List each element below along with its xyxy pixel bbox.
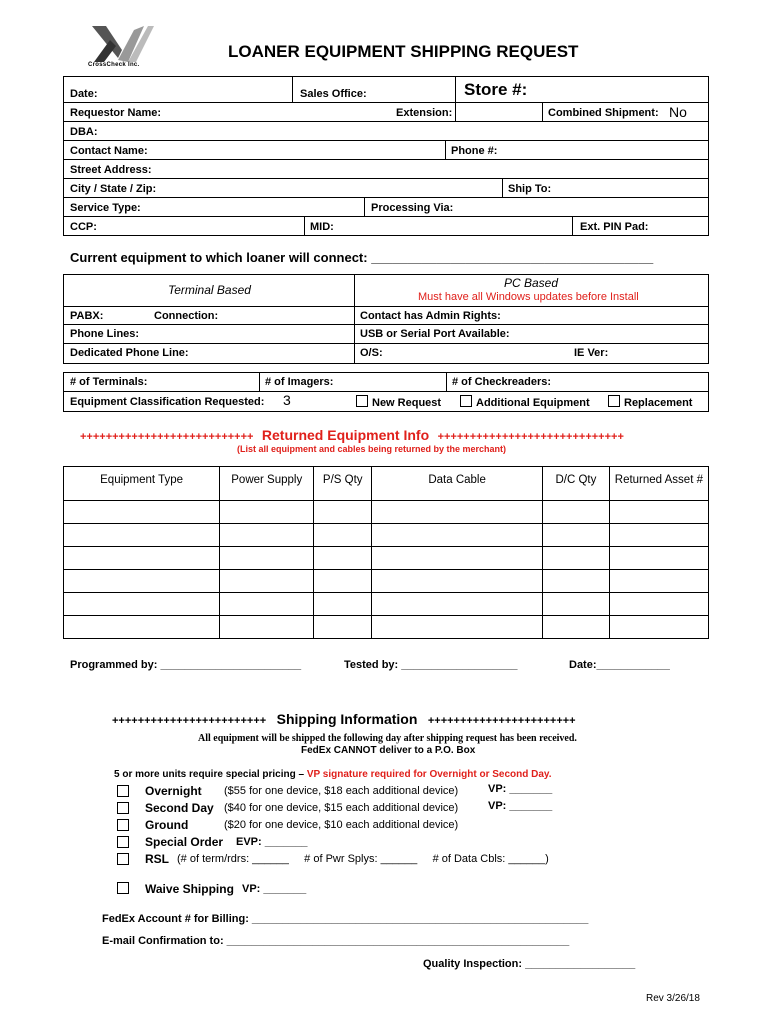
admin-rights-field[interactable]: Contact has Admin Rights:: [360, 310, 501, 322]
second-day-checkbox[interactable]: [117, 802, 129, 814]
service-type-field[interactable]: Service Type:: [70, 202, 141, 214]
classification-label: Equipment Classification Requested:: [70, 396, 265, 408]
returned-equipment-heading: +++++++++++++++++++++++++++ Returned Equipment Info +++++++++++++++++++++++++++++: [80, 427, 624, 443]
shipping-note-2: FedEx CANNOT deliver to a P.O. Box: [301, 745, 476, 756]
replacement-checkbox[interactable]: [608, 395, 620, 407]
col-dc-qty: D/C Qty: [543, 467, 610, 501]
terminal-based-header: Terminal Based: [168, 283, 251, 297]
returned-equipment-table: [63, 466, 709, 639]
ext-pin-pad-field[interactable]: Ext. PIN Pad:: [580, 221, 649, 233]
email-confirmation-field[interactable]: E-mail Confirmation to: ________________________________________________________: [102, 935, 570, 947]
processing-via-field[interactable]: Processing Via:: [371, 202, 454, 214]
combined-shipment-value: No: [669, 104, 687, 120]
logo-text: CrossCheck Inc.: [88, 62, 140, 68]
special-order-label: Special Order: [145, 835, 224, 849]
ccp-field[interactable]: CCP:: [70, 221, 97, 233]
overnight-checkbox[interactable]: [117, 785, 129, 797]
col-returned-asset: Returned Asset #: [609, 467, 708, 501]
pabx-field[interactable]: PABX:: [70, 310, 104, 322]
col-power-supply: Power Supply: [220, 467, 314, 501]
revision-label: Rev 3/26/18: [646, 993, 700, 1004]
dba-field[interactable]: DBA:: [70, 126, 98, 138]
mid-field[interactable]: MID:: [310, 221, 334, 233]
special-order-checkbox[interactable]: [117, 836, 129, 848]
shipping-info-heading: ++++++++++++++++++++++++ Shipping Information +++++++++++++++++++++++: [112, 711, 576, 727]
waive-shipping-vp-field[interactable]: VP: _______: [242, 883, 307, 895]
shipping-note-1: All equipment will be shipped the following day after shipping request has been received.: [198, 733, 577, 744]
fedex-account-field[interactable]: FedEx Account # for Billing: _______________________________________________________: [102, 913, 589, 925]
table-row[interactable]: [64, 524, 709, 547]
page-title: LOANER EQUIPMENT SHIPPING REQUEST: [228, 42, 579, 61]
dedicated-line-field[interactable]: Dedicated Phone Line:: [70, 347, 189, 359]
equipment-table: [63, 274, 709, 364]
checkreaders-count-field[interactable]: # of Checkreaders:: [452, 376, 552, 388]
tested-by-field[interactable]: Tested by: ___________________: [344, 659, 518, 671]
second-day-label: Second Day: [145, 801, 214, 815]
second-day-price: ($40 for one device, $15 each additional device): [224, 802, 459, 814]
waive-shipping-checkbox[interactable]: [117, 882, 129, 894]
contact-name-field[interactable]: Contact Name:: [70, 145, 148, 157]
table-row[interactable]: [64, 547, 709, 570]
pc-based-note: Must have all Windows updates before Install: [418, 291, 639, 303]
current-equipment-label[interactable]: Current equipment to which loaner will connect: _______________________________________: [70, 250, 654, 265]
rsl-checkbox[interactable]: [117, 853, 129, 865]
col-data-cable: Data Cable: [372, 467, 543, 501]
waive-shipping-label: Waive Shipping: [145, 882, 234, 896]
col-equipment-type: Equipment Type: [64, 467, 220, 501]
new-request-checkbox[interactable]: [356, 395, 368, 407]
returned-table-header: [64, 467, 709, 501]
classification-value[interactable]: 3: [283, 392, 291, 408]
terminals-count-field[interactable]: # of Terminals:: [70, 376, 148, 388]
imagers-count-field[interactable]: # of Imagers:: [265, 376, 334, 388]
additional-equipment-option[interactable]: Additional Equipment: [460, 395, 590, 409]
requestor-field[interactable]: Requestor Name:: [70, 107, 162, 119]
ground-checkbox[interactable]: [117, 819, 129, 831]
special-order-evp-field[interactable]: EVP: _______: [236, 836, 308, 848]
ground-label: Ground: [145, 818, 189, 832]
table-row[interactable]: [64, 570, 709, 593]
usb-serial-field[interactable]: USB or Serial Port Available:: [360, 328, 510, 340]
os-field[interactable]: O/S:: [360, 347, 383, 359]
rsl-label: RSL: [145, 852, 169, 866]
rsl-detail-fields[interactable]: (# of term/rdrs: ______ # of Pwr Splys: ______ # of Data Cbls: ______): [177, 853, 549, 865]
ground-price: ($20 for one device, $10 each additional device): [224, 819, 459, 831]
additional-equipment-checkbox[interactable]: [460, 395, 472, 407]
table-row[interactable]: [64, 593, 709, 616]
signoff-date-field[interactable]: Date:____________: [569, 659, 670, 671]
counts-table: [63, 372, 709, 412]
ship-to-field[interactable]: Ship To:: [508, 183, 552, 195]
phone-lines-field[interactable]: Phone Lines:: [70, 328, 140, 340]
street-address-field[interactable]: Street Address:: [70, 164, 152, 176]
city-state-zip-field[interactable]: City / State / Zip:: [70, 183, 157, 195]
table-row[interactable]: [64, 616, 709, 639]
company-logo: [88, 22, 160, 72]
overnight-vp-field[interactable]: VP: _______: [488, 783, 553, 795]
new-request-option[interactable]: New Request: [356, 395, 441, 409]
ie-version-field[interactable]: IE Ver:: [574, 347, 609, 359]
combined-shipment-field[interactable]: Combined Shipment:: [548, 107, 659, 119]
pc-based-header: PC Based: [504, 276, 559, 290]
pricing-note: 5 or more units require special pricing – VP signature required for Overnight or Second Day.: [114, 769, 552, 780]
overnight-price: ($55 for one device, $18 each additional device): [224, 785, 459, 797]
table-row[interactable]: [64, 501, 709, 524]
connection-field[interactable]: Connection:: [154, 310, 219, 322]
sales-office-field[interactable]: Sales Office:: [300, 88, 367, 100]
date-field[interactable]: Date:: [70, 88, 98, 100]
overnight-label: Overnight: [145, 784, 202, 798]
extension-field[interactable]: Extension:: [396, 107, 453, 119]
phone-field[interactable]: Phone #:: [451, 145, 498, 157]
returned-equipment-subtitle: (List all equipment and cables being returned by the merchant): [237, 444, 507, 454]
header-form: [63, 76, 709, 236]
replacement-option[interactable]: Replacement: [608, 395, 692, 409]
second-day-vp-field[interactable]: VP: _______: [488, 800, 553, 812]
store-field[interactable]: Store #:: [464, 80, 528, 99]
col-ps-qty: P/S Qty: [314, 467, 372, 501]
programmed-by-field[interactable]: Programmed by: _______________________: [70, 659, 302, 671]
quality-inspection-field[interactable]: Quality Inspection: __________________: [423, 958, 636, 970]
